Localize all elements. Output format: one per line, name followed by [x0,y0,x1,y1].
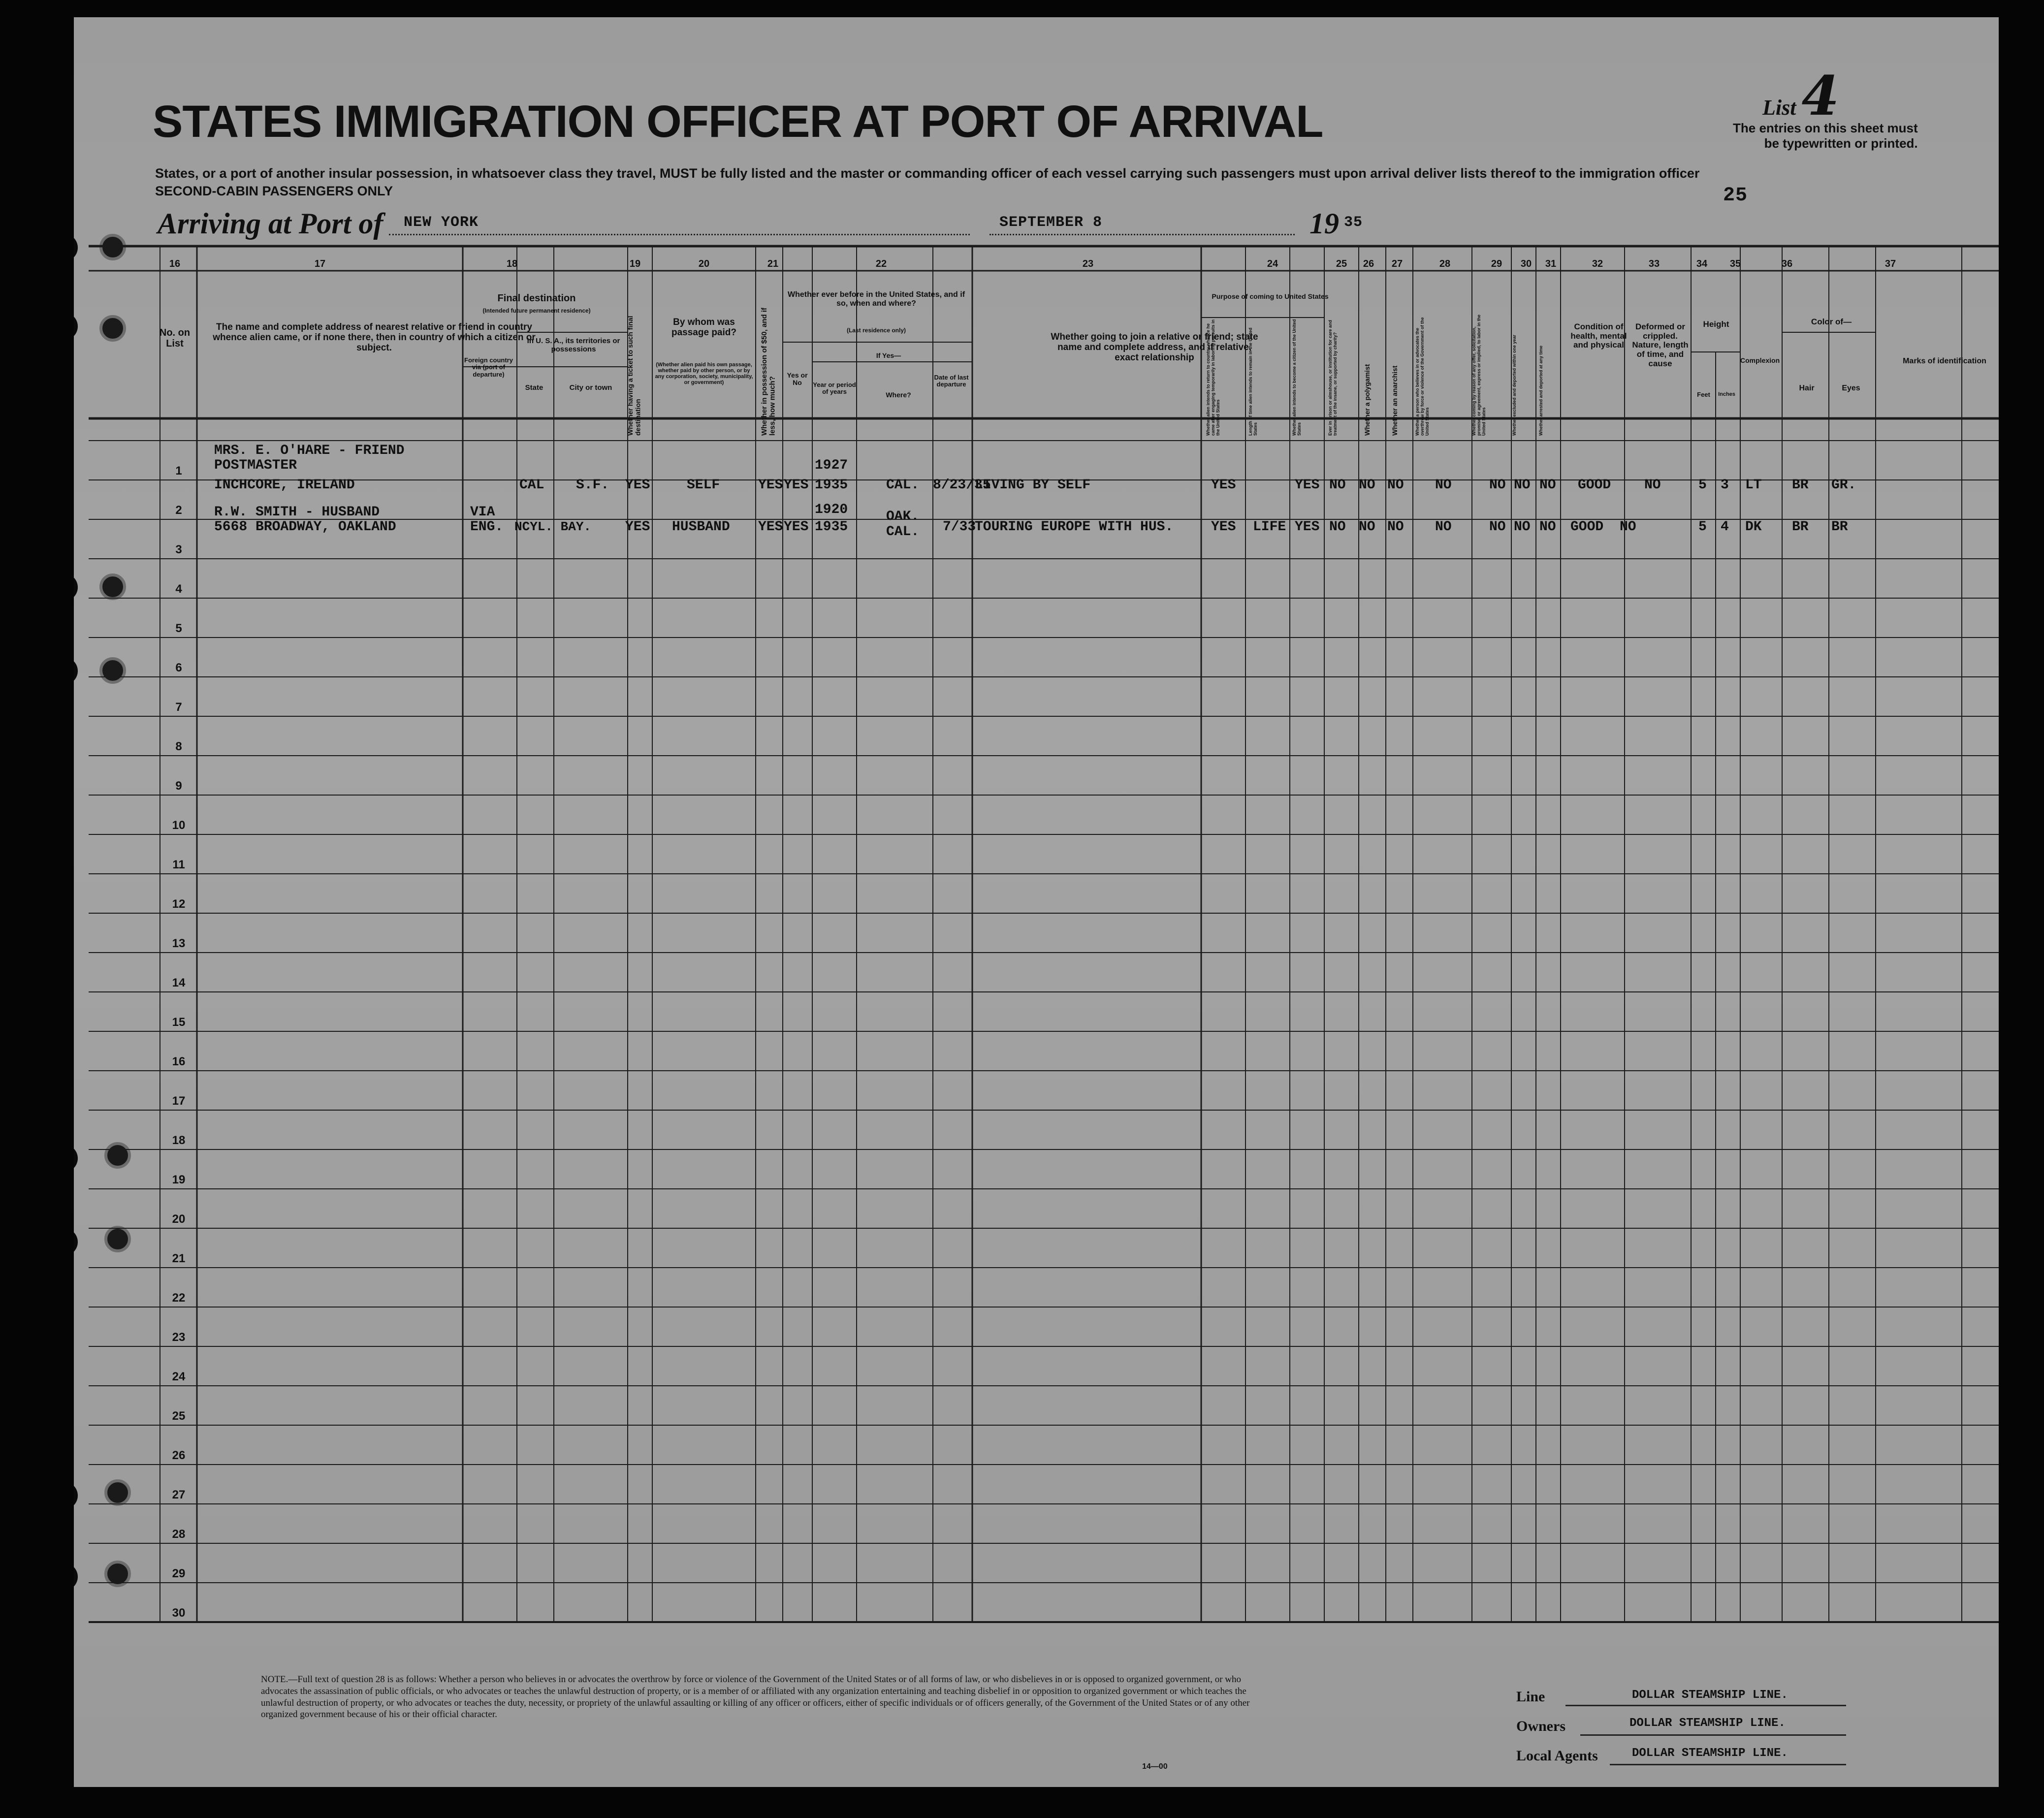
heading-complexion: Complexion [1740,356,1780,364]
row-number: 29 [172,1567,186,1580]
heading-join-relative: Whether going to join a relative or friend; state name and complete address, and if relative, exact relationship [1051,332,1258,363]
row1-paid-by: SELF [687,478,720,493]
heading-possession: Whether in possession of $50, and if less, how much? [760,307,777,436]
row-number: 6 [175,661,182,674]
row-number: 27 [172,1488,186,1501]
row1-inches: 3 [1721,478,1729,493]
row1-arrested: NO [1539,478,1556,493]
row-number: 24 [172,1370,186,1383]
heading-yes-or-no: Yes or No [787,371,808,387]
row2-where: OAK. CAL. [886,509,920,540]
column-number: 24 [1267,258,1278,269]
row1-feet: 5 [1698,478,1707,493]
row-number: 14 [172,976,186,989]
column-number: 35 [1729,258,1741,269]
year-prefix: 19 [1309,207,1339,240]
row-number: 20 [172,1212,186,1226]
heading-v31: Whether arrested and deported at any time [1538,345,1543,436]
heading-anarchist: Whether an anarchist [1391,365,1399,436]
heading-in-usa: In U. S. A., its territories or possessions [527,337,620,353]
agents-value: DOLLAR STEAMSHIP LINE. [1632,1747,1788,1760]
year-suffix: 35 [1344,214,1363,231]
row2-foreign-via: VIA [470,505,495,520]
arriving-label: Arriving at Port of [158,207,383,240]
row-number: 11 [172,858,185,871]
heading-no-on-list: No. on List [159,327,191,349]
row1-complexion: LT [1745,478,1762,493]
column-number: 25 [1336,258,1347,269]
row2-hair: BR [1792,519,1809,535]
heading-v28: Whether a person who believes in or advocates the overthrow by force or violence of the Government of the United States [1415,317,1430,436]
row2-condition: GOOD [1570,519,1604,535]
footnote-question-28: NOTE.—Full text of question 28 is as follows: Whether a person who believes in or advocates the overthrow by force or violence of the Government of the United States or of all forms of law, or who disbelieves in or is opposed to organized government, or who advocates the assassination of public officials, or who advocates or teaches the unlawful destruction of property, or is a member of or affiliated with any organization entertaining and teaching disbelief in or opposition to organized government or which teaches the unlawful destruction of property, or who advocates or teaches the duty, necessity, or propriety of the unlawful assaulting or killing of any officer or officers, either of specific individuals or of officers generally, of the Government of the United States or of any other organized government because of his or their official character. [261,1674,1250,1720]
column-number: 21 [767,258,779,269]
row1-deformed: NO [1644,478,1661,493]
sheet-number: 25 [1723,185,1748,207]
row2-prison: NO [1329,519,1346,535]
column-number: 29 [1491,258,1502,269]
heading-marks: Marks of identification [1903,357,1986,365]
row-number: 10 [172,819,186,832]
row2-ever-before: YES [784,519,809,535]
heading-feet: Feet [1697,391,1710,398]
row1-excluded: NO [1514,478,1531,493]
heading-by-whom-note: (Whether alien paid his own passage, whether paid by other person, or by any corporation, society, municipality, or government) [655,362,753,386]
heading-eyes: Eyes [1842,384,1860,392]
column-number: 37 [1884,258,1896,269]
heading-polygamist: Whether a polygamist [1363,364,1371,436]
row2-paid-by: HUSBAND [672,519,730,535]
column-number: 28 [1439,258,1451,269]
row-number: 15 [172,1016,186,1029]
row-number: 16 [172,1055,186,1068]
column-number: 19 [629,258,641,269]
row2-eyes: BR [1831,519,1848,535]
column-number: 22 [875,258,887,269]
row1-v24c: YES [1295,478,1320,493]
line-underline [1565,1705,1846,1706]
row-number: 23 [172,1331,186,1344]
row-number: 26 [172,1449,186,1462]
row1-prison: NO [1329,478,1346,493]
row2-overthrow: NO [1435,519,1452,535]
page-title: STATES IMMIGRATION OFFICER AT PORT OF ARRIVAL [153,96,1323,147]
owners-label: Owners [1516,1718,1565,1734]
row2-anarchist: NO [1387,519,1404,535]
row1-v24a: YES [1211,478,1236,493]
date-value: SEPTEMBER 8 [999,214,1103,231]
row1-relative-line3: INCHCORE, IRELAND [214,478,355,493]
list-number: 4 [1801,64,1839,128]
column-number: 34 [1696,258,1708,269]
row1-where: CAL. [886,478,920,493]
row2-deformed: NO [1620,519,1636,535]
row-number: 30 [172,1606,186,1620]
row1-ever-before: YES [784,478,809,493]
row2-feet: 5 [1698,519,1707,535]
heading-ticket: Whether having a ticket to such final destination [626,316,642,436]
heading-nearest-relative: The name and complete address of nearest relative or friend in country whence alien came, or if none there, then in country of which a citizen or subject. [213,322,536,353]
row2-offer: NO [1489,519,1506,535]
row-number: 2 [175,504,182,517]
row2-state: ENG. [470,519,504,535]
row2-join-relative: TOURING EUROPE WITH HUS. [975,519,1174,535]
heading-state: State [525,383,543,392]
heading-city: City or town [569,383,612,392]
column-number: 30 [1520,258,1532,269]
heading-final-destination-note: (Intended future permanent residence) [482,307,591,314]
row-number: 4 [175,582,182,596]
column-number: 18 [506,258,518,269]
heading-foreign-country: Foreign country via (port of departure) [464,356,513,378]
row-number: 1 [175,464,182,478]
row-number: 8 [175,740,182,753]
row2-v24a: YES [1211,519,1236,535]
manifest-grid [74,17,1999,1787]
row2-inches: 4 [1721,519,1729,535]
row2-v24c: YES [1295,519,1320,535]
column-number: 36 [1781,258,1793,269]
row-number: 3 [175,543,182,556]
row-number: 28 [172,1528,186,1541]
row1-overthrow: NO [1435,478,1452,493]
heading-v30: Whether excluded and deported within one year [1512,334,1517,436]
row2-relative-line1: R.W. SMITH - HUSBAND [214,505,380,520]
row1-year: 1935 [815,478,848,493]
row1-state: CAL [519,478,544,493]
line-label: Line [1516,1689,1545,1705]
heading-inches: Inches [1718,391,1735,397]
row2-year: 1935 [815,519,848,535]
heading-last-residence: (Last residence only) [846,327,906,334]
list-label: List 4 [1762,64,1839,128]
heading-if-yes: If Yes— [876,351,901,359]
class-line: SECOND-CABIN PASSENGERS ONLY [155,184,393,198]
agents-label: Local Agents [1516,1748,1598,1764]
row-number: 21 [172,1252,186,1265]
row2-relative-line2: 5668 BROADWAY, OAKLAND [214,519,396,535]
page-subtitle: States, or a port of another insular possession, in whatsoever class they travel, MUST be fully listed and the master or commanding officer of each vessel carrying such passengers must upon arrival deliver lists thereof to the immigration officer [155,166,1700,181]
row1-hair: BR [1792,478,1809,493]
row1-last-departure: 8/23/35 [933,478,991,493]
heading-year-period: Year or period of years [813,381,856,396]
row2-arrested: NO [1539,519,1556,535]
heading-date-last-departure: Date of last departure [934,374,969,388]
row-number: 5 [175,622,182,635]
column-number: 17 [314,258,326,269]
row1-join-relative: LIVING BY SELF [975,478,1091,493]
heading-v24c: Whether alien intends to become a citizen of the United States [1292,319,1302,436]
form-number: 14—00 [1142,1762,1168,1771]
owners-value: DOLLAR STEAMSHIP LINE. [1629,1717,1786,1730]
heading-final-destination: Final destination [497,293,576,304]
row1-polygamist: NO [1359,478,1375,493]
heading-deformed: Deformed or crippled. Nature, length of time, and cause [1632,322,1689,368]
column-number: 26 [1363,258,1374,269]
row1-eyes: GR. [1831,478,1856,493]
row2-last-departure: 7/33 [943,519,976,535]
column-number: 32 [1592,258,1603,269]
owners-underline [1580,1734,1846,1736]
row-number: 12 [172,897,186,911]
column-number: 27 [1391,258,1403,269]
row-number: 13 [172,937,186,950]
heading-v29: Whether coming by reason of any offer, solicitation, promise, or agreement, express or implied, to labor in the United States [1471,314,1486,436]
row-number: 19 [172,1173,186,1186]
row1-offer: NO [1489,478,1506,493]
heading-color-of: Color of— [1811,317,1852,326]
heading-v25: Ever in prison or almshouse, or institution for care and treatment of the insane, or supported by charity? [1328,319,1338,436]
row-number: 25 [172,1409,186,1423]
heading-v24a: Whether alien intends to return to country whence he came after engaging temporarily in laboring pursuits in the United States [1206,319,1220,436]
row2-v24b: LIFE [1253,519,1286,535]
row1-relative-line1: MRS. E. O'HARE - FRIEND [214,443,405,458]
row2-excluded: NO [1514,519,1531,535]
heading-ever-before: Whether ever before in the United States, and if so, when and where? [787,290,965,308]
heading-height: Height [1703,319,1729,329]
heading-v24b: Length of time alien intends to remain in the United States [1248,327,1258,436]
manifest-sheet [74,17,1999,1787]
row-number: 18 [172,1134,186,1147]
row2-complexion: DK [1745,519,1762,535]
column-number: 16 [169,258,181,269]
heading-by-whom: By whom was passage paid? [671,317,736,338]
column-number: 31 [1545,258,1557,269]
row-number: 9 [175,779,182,793]
row2-year-top: 1920 [815,502,848,517]
row1-ticket: YES [625,478,650,493]
row2-polygamist: NO [1359,519,1375,535]
row1-relative-line2: POSTMASTER [214,458,297,473]
column-number: 20 [698,258,710,269]
agents-underline [1610,1764,1846,1765]
row2-possession: YES [758,519,783,535]
row-number: 17 [172,1094,186,1108]
column-number: 33 [1648,258,1660,269]
row-number: 7 [175,701,182,714]
heading-condition: Condition of health, mental and physical [1570,322,1627,350]
column-number: 23 [1082,258,1094,269]
row2-city: NCYL. BAY. [514,519,592,534]
heading-hair: Hair [1799,384,1815,392]
row2-ticket: YES [625,519,650,535]
row1-condition: GOOD [1578,478,1611,493]
entries-note: The entries on this sheet must be typewritten or printed. [1733,121,1918,151]
port-value: NEW YORK [404,214,479,231]
heading-purpose: Purpose of coming to United States [1212,292,1329,300]
row-number: 22 [172,1291,186,1305]
row1-city: S.F. [576,478,609,493]
heading-where: Where? [886,391,911,399]
row1-year-top: 1927 [815,458,848,473]
line-value: DOLLAR STEAMSHIP LINE. [1632,1689,1788,1702]
row1-anarchist: NO [1387,478,1404,493]
row1-possession: YES [758,478,783,493]
